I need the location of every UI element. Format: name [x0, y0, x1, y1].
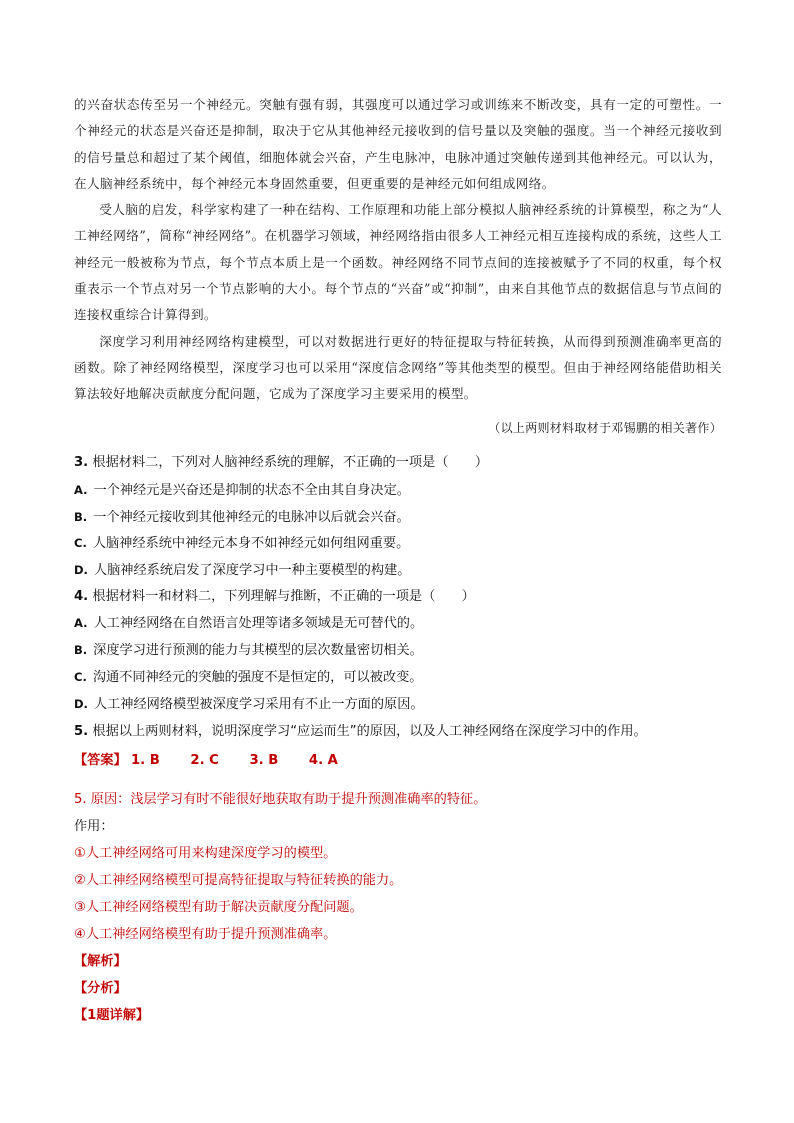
- section-question-1-detail: 【1题详解】: [74, 1008, 150, 1023]
- answer-values: [131, 753, 364, 768]
- question-4-option-d: D. 人工神经网络模型被深度学习采用有不止一方面的原因。: [74, 697, 424, 712]
- passage-source-note: （以上两则材料取材于邓锡鹏的相关著作）: [488, 421, 722, 435]
- passage-paragraph-1: 的兴奋状态传至另一个神经元。突触有强有弱，其强度可以通过学习或训练来不断改变，具有一定的可塑性。一个神经元的状态是兴奋还是抑制，取决于它从其他神经元接收到的信号量以及突触的强度。当一个神经元接收到的信号量总和超过了某个阈值，细胞体就会兴奋，产生电脉冲，电脉冲通过突触传递到其他神经元。可以认为，在人脑神经系统中，每个神经元本身固然重要，但更重要的是神经元如何组成网络。: [74, 97, 722, 191]
- q5-answer-role-label: 作用：: [74, 819, 114, 834]
- answer-3: 3. B: [249, 753, 279, 768]
- question-5-number: 5.: [74, 724, 89, 739]
- passage-paragraph-3: 深度学习利用神经网络构建模型，可以对数据进行更好的特征提取与特征转换，从而得到预测准确率更高的函数。除了神经网络模型，深度学习也可以采用“深度信念网络”等其他类型的模型。但由于神经网络能借助相关算法较好地解决贡献度分配问题，它成为了深度学习主要采用的模型。: [74, 333, 722, 402]
- q5-answer-role-4: ④人工神经网络模型有助于提升预测准确率。: [74, 927, 337, 942]
- answer-key: [74, 749, 734, 768]
- passage-paragraph-2: 受人脑的启发，科学家构建了一种在结构、工作原理和功能上部分模拟人脑神经系统的计算模型，称之为“人工神经网络”，简称“神经网络”。在机器学习领域，神经网络指由很多人工神经元相互连接构成的系统，这些人工神经元一般被称为节点，每个节点本质上是一个函数。神经网络不同节点间的连接被赋予了不同的权重，每个权重表示一个节点对另一个节点影响的大小。每个节点的“兴奋”或“抑制”，由来自其他节点的数据信息与节点间的连接权重综合计算得到。: [74, 202, 722, 323]
- question-4-stem: [74, 585, 734, 604]
- q5-answer-role-3: ③人工神经网络模型有助于解决贡献度分配问题。: [74, 900, 363, 915]
- question-4-number: 4.: [74, 589, 89, 604]
- question-3-option-a: A. 一个神经元是兴奋还是抑制的状态不全由其自身决定。: [74, 483, 410, 498]
- question-3-text: 根据材料二，下列对人脑神经系统的理解，不正确的一项是（ ）: [92, 455, 489, 470]
- question-4-option-c: C. 沟通不同神经元的突触的强度不是恒定的，可以被改变。: [74, 670, 423, 685]
- q5-answer-reason: 5. 原因：浅层学习有时不能很好地获取有助于提升预测准确率的特征。: [74, 792, 487, 807]
- question-3-stem: [74, 451, 734, 470]
- answer-4: 4. A: [308, 753, 338, 768]
- section-jiexi: 【解析】: [74, 954, 127, 969]
- question-5-stem: [74, 720, 734, 739]
- question-3-option-b: B. 一个神经元接收到其他神经元的电脉冲以后就会兴奋。: [74, 510, 410, 525]
- question-4-text: 根据材料一和材料二，下列理解与推断，不正确的一项是（ ）: [92, 589, 475, 604]
- section-fenxi: 【分析】: [74, 981, 127, 996]
- answer-2: 2. C: [190, 753, 219, 768]
- question-4-option-a: A. 人工神经网络在自然语言处理等诸多领域是无可替代的。: [74, 616, 424, 631]
- question-4-option-b: B. 深度学习进行预测的能力与其模型的层次数量密切相关。: [74, 643, 423, 658]
- q5-answer-role-2: ②人工神经网络模型可提高特征提取与特征转换的能力。: [74, 873, 403, 888]
- question-3-option-c: C. 人脑神经系统中神经元本身不如神经元如何组网重要。: [74, 536, 410, 551]
- q5-answer-role-1: ①人工神经网络可用来构建深度学习的模型。: [74, 846, 337, 861]
- answer-1: 1. B: [130, 753, 160, 768]
- answer-label: 【答案】: [74, 753, 127, 768]
- question-3-number: 3.: [74, 455, 89, 470]
- material-two-passage: [74, 92, 722, 408]
- question-3-option-d: D. 人脑神经系统启发了深度学习中一种主要模型的构建。: [74, 563, 411, 578]
- question-5-text: 根据以上两则材料，说明深度学习“应运而生”的原因，以及人工神经网络在深度学习中的作用。: [92, 724, 647, 739]
